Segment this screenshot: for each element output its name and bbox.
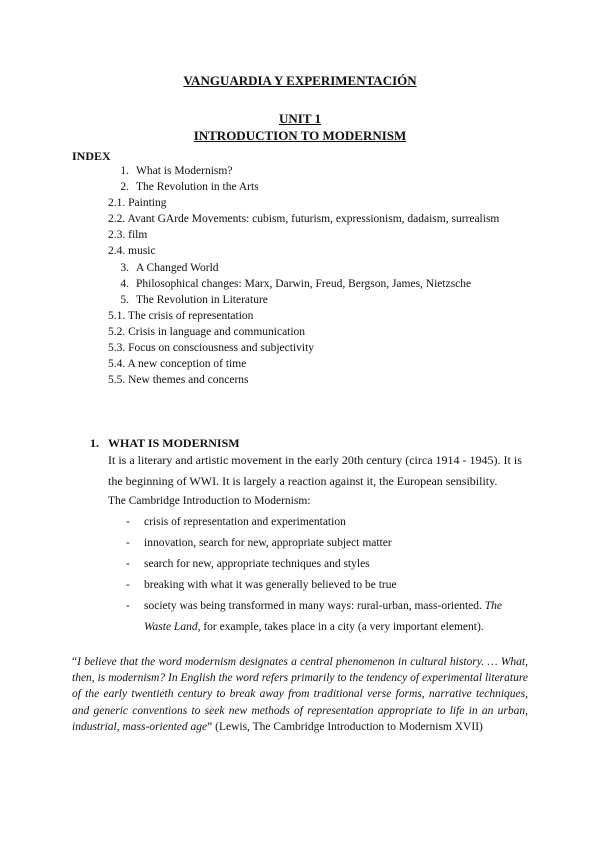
index-subitem: 2.2. Avant GArde Movements: cubism, futurism, expressionism, dadaism, surrealism: [108, 213, 500, 225]
unit-title: INTRODUCTION TO MODERNISM: [193, 128, 407, 143]
index-subitem: 5.4. A new conception of time: [108, 358, 247, 370]
index-item: A Changed World: [136, 262, 219, 274]
bullet-marker: -: [126, 558, 130, 570]
bullet-item: [144, 600, 502, 612]
index-number: 4.: [120, 278, 129, 290]
unit-label: UNIT 1: [278, 111, 322, 126]
bullet-marker: -: [126, 579, 130, 591]
index-subitem: 2.4. music: [108, 245, 156, 257]
bullet-item: breaking with what it was generally believed to be true: [144, 579, 397, 591]
index-subitem: 5.1. The crisis of representation: [108, 310, 254, 322]
index-item: Philosophical changes: Marx, Darwin, Freud, Bergson, James, Nietzsche: [136, 278, 472, 290]
bullet-item: search for new, appropriate techniques and styles: [144, 558, 370, 570]
bullet-text: , for example, takes place in a city (a very important element).: [197, 621, 484, 633]
index-number: 2.: [120, 181, 129, 193]
index-item: The Revolution in the Arts: [136, 181, 259, 193]
bullet-continuation: [144, 621, 484, 633]
work-title: Waste Land: [144, 621, 198, 633]
bullet-text: society was being transformed in many ways: rural-urban, mass-oriented.: [144, 600, 482, 612]
quote-close-mark: ”: [207, 720, 213, 733]
index-subitem: 2.1. Painting: [108, 197, 167, 209]
index-item: The Revolution in Literature: [136, 294, 268, 306]
paragraph-line: the beginning of WWI. It is largely a reaction against it, the European sensibility.: [108, 474, 498, 488]
index-subitem: 5.5. New themes and concerns: [108, 374, 249, 386]
index-item: What is Modernism?: [136, 165, 233, 177]
index-number: 1.: [120, 165, 129, 177]
quote-text: I believe that the word modernism designates a central phenomenon in cultural history. … What, then, is modernism? In English the word refers primarily to the tendency of experimental literature of the early twentieth century to break away from traditional verse forms, narrative techniques, and generic conventions to seek new methods of representation appropriate to life in an urban, industrial, mass-oriented age: [72, 656, 528, 733]
index-subitem: 5.3. Focus on consciousness and subjectivity: [108, 342, 315, 354]
index-subitem: 5.2. Crisis in language and communication: [108, 326, 306, 338]
course-title: VANGUARDIA Y EXPERIMENTACIÓN: [183, 73, 417, 88]
paragraph-line: It is a literary and artistic movement in the early 20th century (circa 1914 - 1945). It is: [108, 453, 522, 467]
section-heading: WHAT IS MODERNISM: [108, 436, 240, 450]
index-heading: INDEX: [72, 149, 111, 163]
bullet-marker: -: [126, 600, 130, 612]
quote-open-mark: “: [72, 656, 78, 668]
bullet-item: innovation, search for new, appropriate subject matter: [144, 537, 392, 549]
quote-citation: (Lewis, The Cambridge Introduction to Modernism XVII): [212, 720, 483, 733]
quote-block: [72, 654, 528, 735]
index-number: 3.: [120, 262, 129, 274]
source-line: The Cambridge Introduction to Modernism:: [108, 495, 311, 507]
section-number: 1.: [90, 436, 99, 450]
index-subitem: 2.3. film: [108, 229, 148, 241]
bullet-marker: -: [126, 516, 130, 528]
index-number: 5.: [120, 294, 129, 306]
bullet-item: crisis of representation and experimentation: [144, 516, 346, 528]
bullet-marker: -: [126, 537, 130, 549]
work-title: The: [484, 600, 502, 612]
